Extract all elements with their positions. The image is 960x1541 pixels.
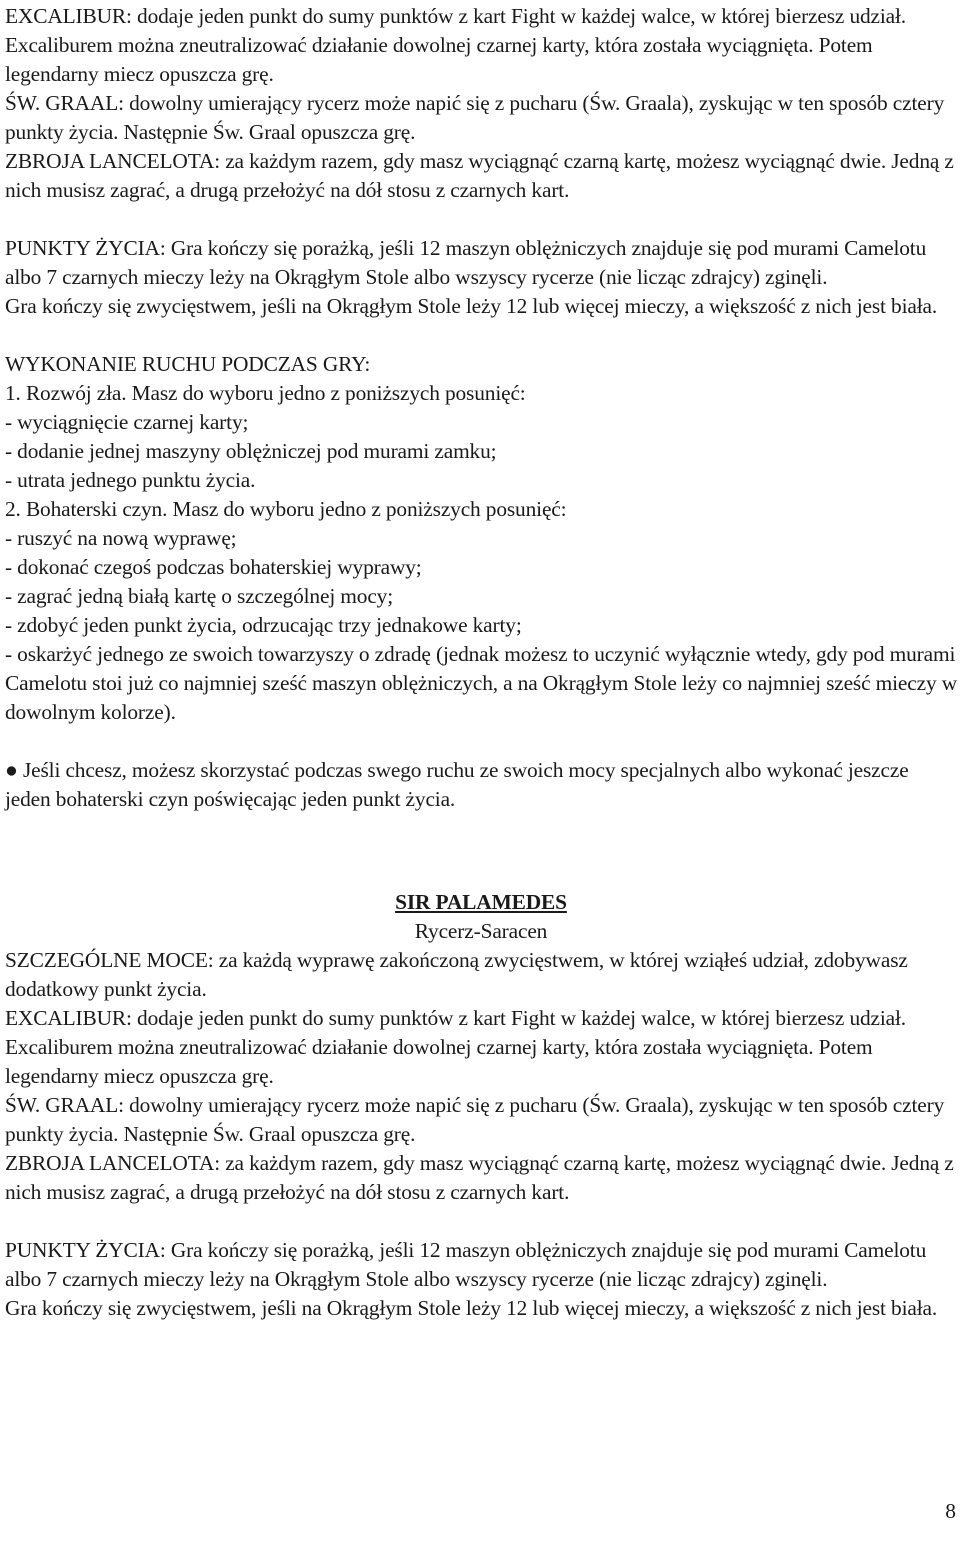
move-line: 1. Rozwój zła. Masz do wyboru jedno z poniższych posunięć:: [5, 381, 526, 405]
character-name: SIR PALAMEDES: [395, 890, 567, 914]
graal-rule: ŚW. GRAAL: dowolny umierający rycerz może napić się z pucharu (Św. Graala), zyskując w ten sposób cztery punkty życia. Następnie Św. Graal opuszcza grę.: [5, 91, 945, 144]
victory-rule: Gra kończy się zwycięstwem, jeśli na Okrągłym Stole leży 12 lub więcej mieczy, a większość z nich jest biała.: [5, 1296, 938, 1320]
page-number: 8: [945, 1499, 956, 1523]
move-line: - dokonać czegoś podczas bohaterskiej wyprawy;: [5, 555, 422, 579]
excalibur-rule: EXCALIBUR: dodaje jeden punkt do sumy punktów z kart Fight w każdej walce, w której bierzesz udział. Excaliburem można zneutralizować działanie dowolnej czarnej karty, która została wyciągnięta. Potem legendarny miecz opuszcza grę.: [5, 1006, 907, 1088]
move-line: - wyciągnięcie czarnej karty;: [5, 410, 249, 434]
move-line: - zdobyć jeden punkt życia, odrzucając trzy jednakowe karty;: [5, 613, 522, 637]
spacer: [5, 727, 957, 756]
spacer: [5, 1207, 957, 1236]
life-points-rule: PUNKTY ŻYCIA: Gra kończy się porażką, jeśli 12 maszyn oblężniczych znajduje się pod murami Camelotu albo 7 czarnych mieczy leży na Okrągłym Stole albo wszyscy rycerze (nie licząc zdrajcy) zginęli.: [5, 236, 927, 289]
move-line: 2. Bohaterski czyn. Masz do wyboru jedno z poniższych posunięć:: [5, 497, 567, 521]
spacer: [5, 872, 957, 888]
spacer: [5, 321, 957, 350]
excalibur-rule: EXCALIBUR: dodaje jeden punkt do sumy punktów z kart Fight w każdej walce, w której bierzesz udział. Excaliburem można zneutralizować działanie dowolnej czarnej karty, która została wyciągnięta. Potem legendarny miecz opuszcza grę.: [5, 4, 907, 86]
document-page: [5, 2, 957, 1323]
graal-rule: ŚW. GRAAL: dowolny umierający rycerz może napić się z pucharu (Św. Graala), zyskując w ten sposób cztery punkty życia. Następnie Św. Graal opuszcza grę.: [5, 1093, 945, 1146]
move-line: - zagrać jedną białą kartę o szczególnej mocy;: [5, 584, 394, 608]
spacer: [5, 814, 957, 872]
special-power-note: ● Jeśli chcesz, możesz skorzystać podczas swego ruchu ze swoich mocy specjalnych albo wykonać jeszcze jeden bohaterski czyn poświęcając jeden punkt życia.: [5, 758, 909, 811]
lancelot-armor-rule: ZBROJA LANCELOTA: za każdym razem, gdy masz wyciągnąć czarną kartę, możesz wyciągnąć dwie. Jedną z nich musisz zagrać, a drugą przełożyć na dół stosu z czarnych kart.: [5, 149, 954, 202]
move-line: - ruszyć na nową wyprawę;: [5, 526, 237, 550]
move-line: - utrata jednego punktu życia.: [5, 468, 256, 492]
lancelot-armor-rule: ZBROJA LANCELOTA: za każdym razem, gdy masz wyciągnąć czarną kartę, możesz wyciągnąć dwie. Jedną z nich musisz zagrać, a drugą przełożyć na dół stosu z czarnych kart.: [5, 1151, 954, 1204]
move-section-title: WYKONANIE RUCHU PODCZAS GRY:: [5, 352, 371, 376]
victory-rule: Gra kończy się zwycięstwem, jeśli na Okrągłym Stole leży 12 lub więcej mieczy, a większość z nich jest biała.: [5, 294, 938, 318]
special-powers-rule: SZCZEGÓLNE MOCE: za każdą wyprawę zakończoną zwycięstwem, w której wziąłeś udział, zdobywasz dodatkowy punkt życia.: [5, 948, 908, 1001]
spacer: [5, 205, 957, 234]
life-points-rule: PUNKTY ŻYCIA: Gra kończy się porażką, jeśli 12 maszyn oblężniczych znajduje się pod murami Camelotu albo 7 czarnych mieczy leży na Okrągłym Stole albo wszyscy rycerze (nie licząc zdrajcy) zginęli.: [5, 1238, 927, 1291]
move-line: - dodanie jednej maszyny oblężniczej pod murami zamku;: [5, 439, 497, 463]
move-line: - oskarżyć jednego ze swoich towarzyszy o zdradę (jednak możesz to uczynić wyłącznie wtedy, gdy pod murami Camelotu stoi już co najmniej sześć maszyn oblężniczych, a na Okrągłym Stole leży co najmniej sześć mieczy w dowolnym kolorze).: [5, 642, 957, 724]
character-subtitle: Rycerz-Saracen: [414, 919, 548, 943]
